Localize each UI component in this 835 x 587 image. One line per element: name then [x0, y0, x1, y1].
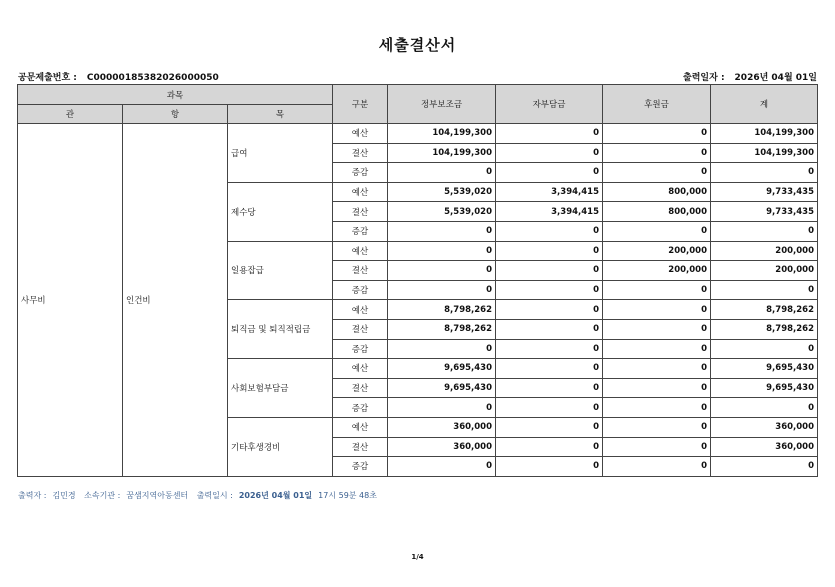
cell-total: 0 — [711, 221, 818, 241]
header-hang: 항 — [123, 105, 228, 124]
settlement-table — [17, 84, 818, 477]
cell-self: 0 — [496, 437, 603, 457]
cell-kind: 증감 — [333, 398, 388, 418]
cell-self: 0 — [496, 457, 603, 477]
cell-kind: 증감 — [333, 221, 388, 241]
cell-gov: 5,539,020 — [388, 202, 496, 222]
cell-donation: 0 — [603, 300, 711, 320]
cell-kind: 결산 — [333, 261, 388, 281]
cell-mok: 일용잡급 — [228, 241, 333, 300]
printed-date: 2026년 04월 01일 — [238, 491, 313, 500]
cell-mok: 제수당 — [228, 182, 333, 241]
cell-total: 8,798,262 — [711, 300, 818, 320]
print-date-value: 2026년 04월 01일 — [734, 73, 817, 83]
printer-name: 김민경 — [52, 491, 76, 500]
cell-mok: 기타후생경비 — [228, 417, 333, 476]
cell-total: 104,199,300 — [711, 124, 818, 144]
cell-kind: 증감 — [333, 163, 388, 183]
cell-mok: 사회보험부담금 — [228, 359, 333, 418]
cell-gov: 0 — [388, 280, 496, 300]
cell-gov: 104,199,300 — [388, 143, 496, 163]
document-number — [18, 70, 219, 83]
cell-kind: 예산 — [333, 359, 388, 379]
cell-kind: 증감 — [333, 280, 388, 300]
cell-self: 0 — [496, 124, 603, 144]
cell-self: 0 — [496, 280, 603, 300]
doc-no-label: 공문제출번호 : — [18, 73, 77, 83]
doc-no-value: C00000185382026000050 — [86, 73, 219, 83]
cell-self: 0 — [496, 378, 603, 398]
header-row — [18, 85, 818, 105]
cell-donation: 0 — [603, 359, 711, 379]
cell-kind: 증감 — [333, 457, 388, 477]
cell-kind: 예산 — [333, 417, 388, 437]
cell-donation: 0 — [603, 398, 711, 418]
cell-kind: 예산 — [333, 300, 388, 320]
header-kind: 구분 — [333, 85, 388, 124]
cell-gov: 8,798,262 — [388, 319, 496, 339]
cell-total: 360,000 — [711, 437, 818, 457]
table-body — [18, 124, 818, 477]
cell-gov: 0 — [388, 241, 496, 261]
cell-self: 0 — [496, 339, 603, 359]
org-label: 소속기관 : — [84, 491, 121, 500]
cell-donation: 0 — [603, 378, 711, 398]
cell-kind: 결산 — [333, 378, 388, 398]
cell-kind: 예산 — [333, 241, 388, 261]
cell-donation: 800,000 — [603, 182, 711, 202]
cell-total: 200,000 — [711, 261, 818, 281]
cell-total: 200,000 — [711, 241, 818, 261]
cell-total: 9,695,430 — [711, 378, 818, 398]
cell-kind: 결산 — [333, 437, 388, 457]
cell-mok: 급여 — [228, 124, 333, 183]
cell-self: 0 — [496, 359, 603, 379]
cell-gov: 360,000 — [388, 417, 496, 437]
cell-self: 0 — [496, 261, 603, 281]
cell-kind: 결산 — [333, 202, 388, 222]
header-subject: 과목 — [18, 85, 333, 105]
cell-self: 0 — [496, 300, 603, 320]
header-total: 계 — [711, 85, 818, 124]
header-mok: 목 — [228, 105, 333, 124]
cell-kind: 예산 — [333, 124, 388, 144]
cell-total: 0 — [711, 163, 818, 183]
cell-gov: 104,199,300 — [388, 124, 496, 144]
cell-total: 0 — [711, 457, 818, 477]
cell-donation: 800,000 — [603, 202, 711, 222]
print-footer — [18, 490, 383, 501]
cell-gov: 0 — [388, 398, 496, 418]
cell-gov: 0 — [388, 339, 496, 359]
header-gov: 정부보조금 — [388, 85, 496, 124]
cell-self: 0 — [496, 241, 603, 261]
cell-donation: 0 — [603, 319, 711, 339]
cell-total: 9,695,430 — [711, 359, 818, 379]
page-indicator: 1/4 — [411, 553, 424, 561]
cell-donation: 0 — [603, 143, 711, 163]
printer-label: 출력자 : — [18, 491, 47, 500]
cell-donation: 0 — [603, 163, 711, 183]
cell-donation: 0 — [603, 437, 711, 457]
cell-total: 0 — [711, 339, 818, 359]
cell-gov: 5,539,020 — [388, 182, 496, 202]
printed-at-label: 출력일시 : — [196, 491, 233, 500]
cell-total: 9,733,435 — [711, 202, 818, 222]
cell-total: 0 — [711, 398, 818, 418]
cell-self: 0 — [496, 221, 603, 241]
cell-total: 0 — [711, 280, 818, 300]
org-name: 꿈샘지역아동센터 — [126, 491, 189, 500]
cell-gov: 8,798,262 — [388, 300, 496, 320]
cell-gov: 0 — [388, 221, 496, 241]
cell-donation: 0 — [603, 417, 711, 437]
cell-kind: 예산 — [333, 182, 388, 202]
cell-kind: 결산 — [333, 143, 388, 163]
cell-total: 360,000 — [711, 417, 818, 437]
cell-hang: 인건비 — [123, 124, 228, 477]
cell-self: 0 — [496, 398, 603, 418]
cell-donation: 0 — [603, 280, 711, 300]
cell-self: 0 — [496, 417, 603, 437]
table-row — [18, 124, 818, 144]
print-date — [683, 70, 817, 83]
cell-kind: 증감 — [333, 339, 388, 359]
header-donation: 후원금 — [603, 85, 711, 124]
cell-gov: 0 — [388, 163, 496, 183]
cell-self: 0 — [496, 319, 603, 339]
cell-gov: 0 — [388, 457, 496, 477]
cell-total: 9,733,435 — [711, 182, 818, 202]
cell-donation: 200,000 — [603, 261, 711, 281]
cell-mok: 퇴직금 및 퇴직적립금 — [228, 300, 333, 359]
print-date-label: 출력일자 : — [683, 73, 725, 83]
cell-self: 0 — [496, 143, 603, 163]
cell-kind: 결산 — [333, 319, 388, 339]
header-self: 자부담금 — [496, 85, 603, 124]
cell-gov: 360,000 — [388, 437, 496, 457]
cell-donation: 0 — [603, 457, 711, 477]
cell-total: 104,199,300 — [711, 143, 818, 163]
cell-gov: 9,695,430 — [388, 359, 496, 379]
cell-donation: 0 — [603, 221, 711, 241]
cell-self: 3,394,415 — [496, 202, 603, 222]
cell-total: 8,798,262 — [711, 319, 818, 339]
cell-gwan: 사무비 — [18, 124, 123, 477]
header-gwan: 관 — [18, 105, 123, 124]
cell-self: 3,394,415 — [496, 182, 603, 202]
cell-self: 0 — [496, 163, 603, 183]
printed-time: 17시 59분 48초 — [318, 491, 377, 500]
cell-donation: 200,000 — [603, 241, 711, 261]
cell-donation: 0 — [603, 124, 711, 144]
report-title: 세출결산서 — [378, 36, 457, 54]
cell-gov: 0 — [388, 261, 496, 281]
cell-gov: 9,695,430 — [388, 378, 496, 398]
cell-donation: 0 — [603, 339, 711, 359]
